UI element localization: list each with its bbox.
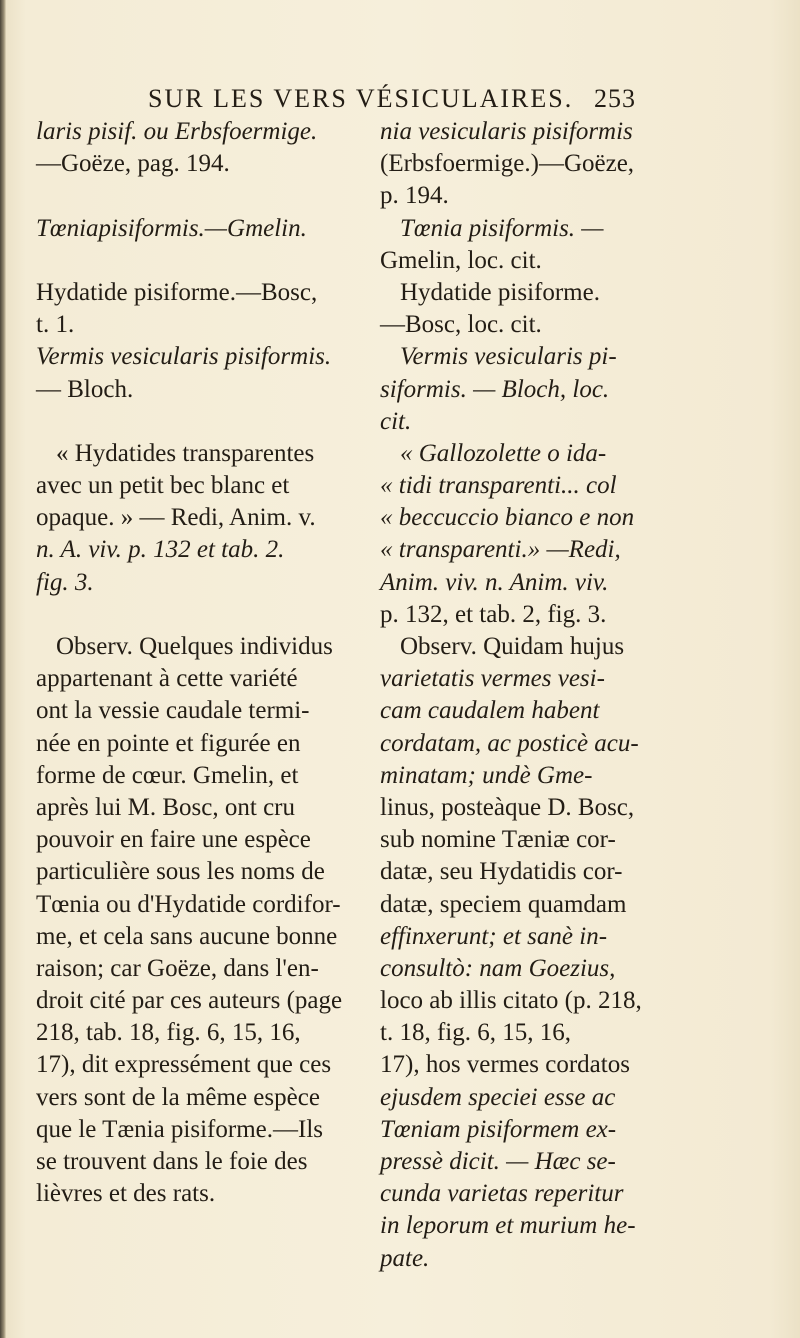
text-line: « beccuccio bianco e non (380, 504, 635, 532)
text-line: « Hydatides transparentes (56, 439, 315, 467)
text-line: Vermis vesicularis pisiformis. (36, 343, 332, 371)
text-line: forme de cœur. Gmelin, et (36, 761, 299, 789)
text-line: siformis. — Bloch, loc. (380, 375, 610, 403)
text-line: — Bloch. (36, 375, 134, 403)
text-line: que le Tænia pisiforme.—Ils (36, 1115, 323, 1143)
text-line: (Erbsfoermige.)—Goëze, (380, 150, 635, 178)
text-line: cordatam, ac posticè acu- (380, 729, 639, 757)
text-line: datæ, speciem quamdam (380, 890, 627, 918)
paragraph-gap (36, 599, 356, 631)
text-line: ont la vessie caudale termi- (36, 697, 310, 725)
paragraph-gap (36, 245, 356, 277)
text-line: cam caudalem habent (380, 697, 600, 725)
text-line: Anim. viv. n. Anim. viv. (380, 568, 609, 596)
binding-edge (0, 0, 6, 1338)
text-line: appartenant à cette variété (36, 665, 298, 693)
text-line: « tidi transparenti... col (380, 472, 617, 500)
text-line: Hydatide pisiforme.—Bosc, (36, 278, 318, 306)
text-line: me, et cela sans aucune bonne (36, 922, 338, 950)
text-line: pate. (380, 1244, 430, 1272)
text-line: Tœniapisiformis.—Gmelin. (36, 214, 307, 242)
text-line: « Gallozolette o ida- (400, 439, 607, 467)
text-line: p. 132, et tab. 2, fig. 3. (380, 600, 607, 628)
text-line: in leporum et murium he- (380, 1212, 636, 1240)
text-line: effinxerunt; et sanè in- (380, 922, 608, 950)
paragraph-gap (36, 180, 356, 212)
text-line: Observ. Quelques individus (56, 633, 333, 660)
text-line: —Bosc, loc. cit. (380, 311, 542, 339)
text-line: p. 194. (380, 182, 449, 210)
text-line: consultò: nam Goezius, (380, 954, 616, 982)
text-line: 17), dit expressément que ces (36, 1051, 332, 1079)
text-line: n. A. viv. p. 132 et tab. 2. (36, 536, 285, 564)
text-line: —Goëze, pag. 194. (36, 150, 230, 178)
text-line: fig. 3. (36, 568, 94, 596)
text-line: opaque. » — Redi, Anim. v. (36, 504, 316, 532)
text-line: ejusdem speciei esse ac (380, 1083, 616, 1111)
text-line: « transparenti.» —Redi, (380, 536, 621, 564)
text-line: Tœnia ou d'Hydatide cordifor- (36, 890, 341, 918)
text-line: particulière sous les noms de (36, 858, 325, 886)
text-line: Tœnia pisiformis. — (400, 214, 604, 242)
text-line: nia vesicularis pisiformis (380, 118, 633, 145)
text-line: sub nomine Tæniæ cor- (380, 826, 616, 854)
text-line: Vermis vesicularis pi- (400, 343, 617, 371)
latin-text-column (380, 116, 680, 1275)
text-line: loco ab illis citato (p. 218, (380, 987, 642, 1015)
running-header (148, 84, 658, 114)
text-line: Gmelin, loc. cit. (380, 246, 542, 274)
text-line: pouvoir en faire une espèce (36, 826, 311, 854)
text-line: raison; car Goëze, dans l'en- (36, 954, 319, 982)
text-line: t. 1. (36, 311, 75, 339)
text-line: vers sont de la même espèce (36, 1083, 320, 1111)
text-line: Hydatide pisiforme. (400, 278, 600, 306)
text-line: 218, tab. 18, fig. 6, 15, 16, (36, 1019, 301, 1047)
text-line: Tœniam pisiformem ex- (380, 1115, 617, 1143)
running-title: SUR LES VERS VÉSICULAIRES. (148, 84, 574, 113)
text-line: droit cité par ces auteurs (page (36, 987, 343, 1015)
text-line: datæ, seu Hydatidis cor- (380, 858, 623, 886)
text-line: Observ. Quidam hujus (400, 633, 625, 660)
text-line: née en pointe et figurée en (36, 729, 301, 757)
page-number: 253 (594, 84, 636, 113)
text-line: varietatis vermes vesi- (380, 665, 605, 693)
paragraph-gap (36, 406, 356, 438)
text-line: pressè dicit. — Hæc se- (380, 1148, 616, 1175)
text-line: t. 18, fig. 6, 15, 16, (380, 1019, 571, 1047)
text-line: lièvres et des rats. (36, 1180, 216, 1208)
text-line: laris pisif. ou Erbsfoermige. (36, 118, 318, 145)
text-line: 17), hos vermes cordatos (380, 1051, 630, 1079)
french-text-column (36, 116, 356, 1210)
text-line: cunda varietas reperitur (380, 1180, 624, 1208)
text-line: avec un petit bec blanc et (36, 472, 290, 500)
text-line: cit. (380, 407, 412, 435)
text-line: se trouvent dans le foie des (36, 1148, 308, 1175)
text-line: linus, posteàque D. Bosc, (380, 793, 635, 821)
text-line: après lui M. Bosc, ont cru (36, 793, 295, 821)
text-line: minatam; undè Gme- (380, 761, 593, 789)
